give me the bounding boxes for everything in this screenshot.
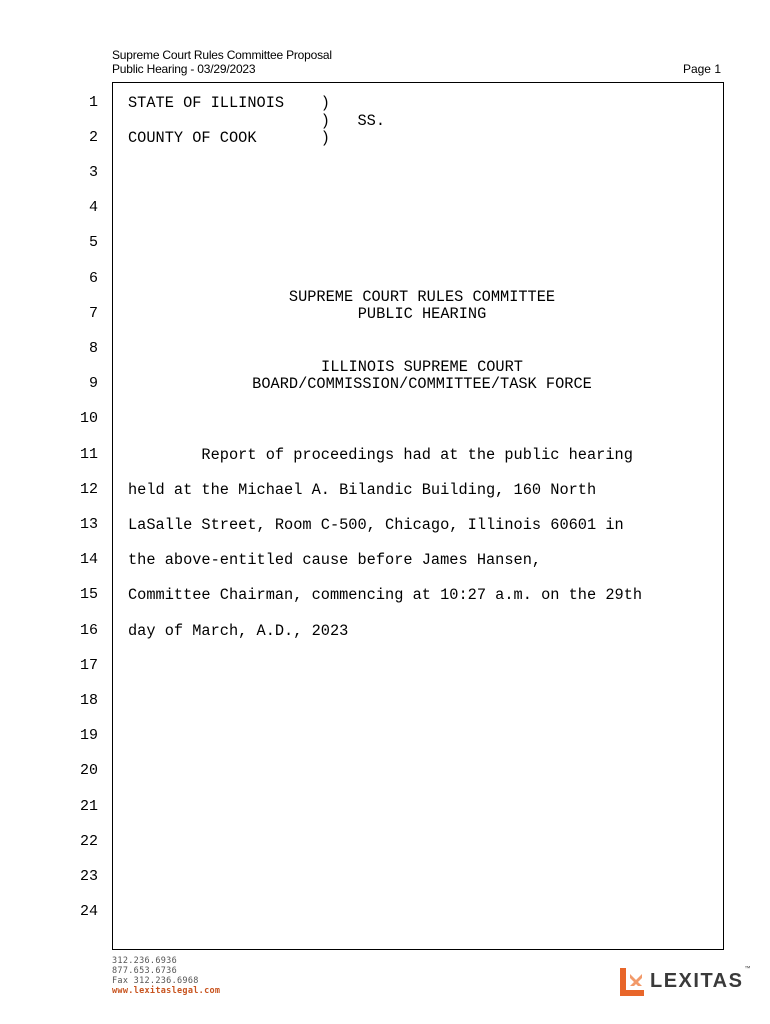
- line-number: 16: [79, 622, 98, 639]
- title-committee: SUPREME COURT RULES COMMITTEE: [288, 288, 556, 306]
- transcript-line: day of March, A.D., 2023: [128, 622, 349, 640]
- line-number: 5: [88, 234, 98, 251]
- lexitas-logo: [618, 964, 750, 998]
- line-number: 18: [79, 692, 98, 709]
- page-number: Page 1: [682, 62, 721, 76]
- line-number: 14: [79, 551, 98, 568]
- line-number: 13: [79, 516, 98, 533]
- line-number: 9: [88, 375, 98, 392]
- line-number: 10: [79, 410, 98, 427]
- line-number: 15: [79, 586, 98, 603]
- line-number: 11: [79, 446, 98, 463]
- title-board: BOARD/COMMISSION/COMMITTEE/TASK FORCE: [252, 375, 592, 393]
- transcript-line: the above-entitled cause before James Hansen,: [128, 551, 542, 569]
- transcript-line: Committee Chairman, commencing at 10:27 a.m. on the 29th: [128, 586, 643, 604]
- line-number: 24: [79, 903, 98, 920]
- line-number: 20: [79, 762, 98, 779]
- line-number: 22: [79, 833, 98, 850]
- line-number: 23: [79, 868, 98, 885]
- footer-contact: [112, 956, 220, 996]
- line-number: 4: [88, 199, 98, 216]
- caption-county: COUNTY OF COOK ): [128, 129, 330, 147]
- footer-website-link[interactable]: www.lexitaslegal.com: [112, 986, 221, 996]
- transcript-line: Report of proceedings had at the public hearing: [128, 446, 633, 464]
- footer-tollfree: 877.653.6736: [112, 966, 178, 976]
- header-title: Supreme Court Rules Committee Proposal: [112, 48, 332, 62]
- line-number: 1: [88, 94, 98, 111]
- logo-wordmark: LEXITAS: [650, 969, 744, 992]
- line-number: 6: [88, 270, 98, 287]
- logo-trademark: ™: [744, 966, 751, 972]
- transcript-line: LaSalle Street, Room C-500, Chicago, Illinois 60601 in: [128, 516, 624, 534]
- lexitas-mark-icon: [618, 964, 648, 998]
- caption-state: STATE OF ILLINOIS ): [128, 94, 330, 112]
- title-hearing: PUBLIC HEARING: [357, 305, 487, 323]
- line-number: 8: [88, 340, 98, 357]
- line-number: 21: [79, 798, 98, 815]
- line-number: 12: [79, 481, 98, 498]
- transcript-line: held at the Michael A. Bilandic Building, 160 North: [128, 481, 597, 499]
- line-number: 17: [79, 657, 98, 674]
- line-number: 7: [88, 305, 98, 322]
- line-number: 2: [88, 129, 98, 146]
- footer-phone: 312.236.6936: [112, 956, 178, 966]
- line-number: 3: [88, 164, 98, 181]
- line-number: 19: [79, 727, 98, 744]
- caption-ss: ) SS.: [128, 112, 386, 130]
- header-subtitle: Public Hearing - 03/29/2023: [112, 62, 256, 76]
- title-court: ILLINOIS SUPREME COURT: [321, 358, 523, 376]
- footer-fax: Fax 312.236.6968: [112, 976, 199, 986]
